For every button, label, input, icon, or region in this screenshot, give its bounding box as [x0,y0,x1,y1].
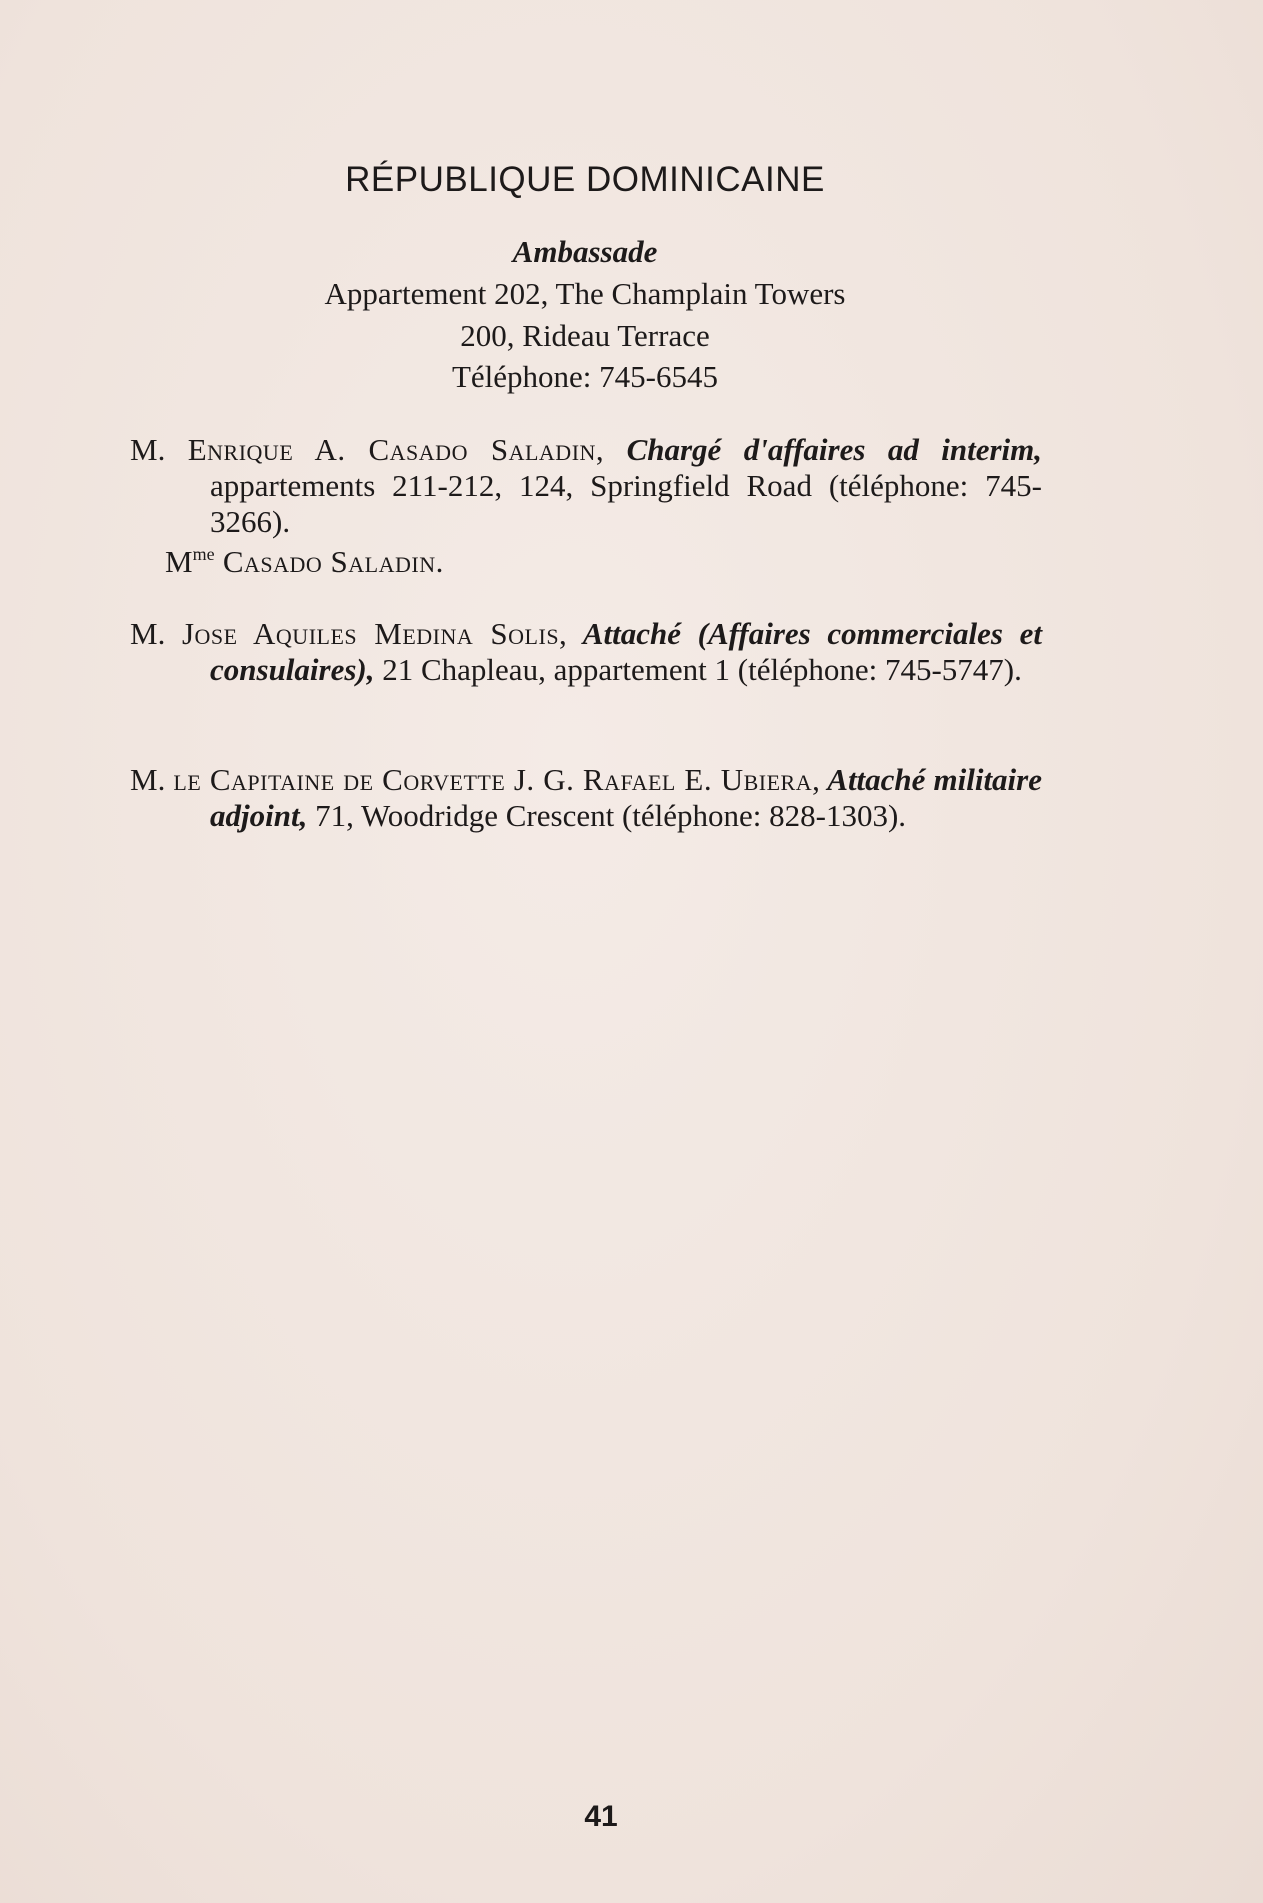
staff-name: le Capitaine de Corvette J. G. Rafael E. Ubiera, [173,762,821,797]
staff-name: Enrique A. Casado Saladin, [187,432,605,467]
spouse-honorific-sup: me [192,544,215,564]
staff-details: appartements 211-212, 124, Springfield Road (téléphone: 745-3266). [210,468,1042,539]
staff-title: Attaché (Affaires commerciales et consulaires), [210,616,1042,687]
staff-details: 21 Chapleau, appartement 1 (téléphone: 745-5747). [374,652,1022,687]
embassy-telephone: Téléphone: 745-6545 [451,359,718,394]
staff-entry [130,432,1042,540]
page-number: 41 [584,1800,618,1833]
mission-type-label: Ambassade [512,234,658,269]
country-heading: RÉPUBLIQUE DOMINICAINE [345,160,825,199]
staff-title: Attaché militaire adjoint, [210,762,1042,833]
spouse-honorific: M [165,544,193,579]
spouse-name: Casado Saladin. [214,544,444,579]
staff-entry [130,762,1042,834]
address-line-2: 200, Rideau Terrace [460,318,710,353]
staff-name: Jose Aquiles Medina Solis, [181,616,568,651]
entry-prefix: M. [130,616,182,651]
entry-prefix: M. [130,762,174,797]
address-line-1: Appartement 202, The Champlain Towers [324,276,846,311]
staff-title: Chargé d'affaires ad interim, [604,432,1042,467]
staff-entry [130,616,1042,688]
entry-prefix: M. [130,432,188,467]
staff-details: 71, Woodridge Crescent (téléphone: 828-1303). [307,798,907,833]
spouse-entry [165,544,444,580]
